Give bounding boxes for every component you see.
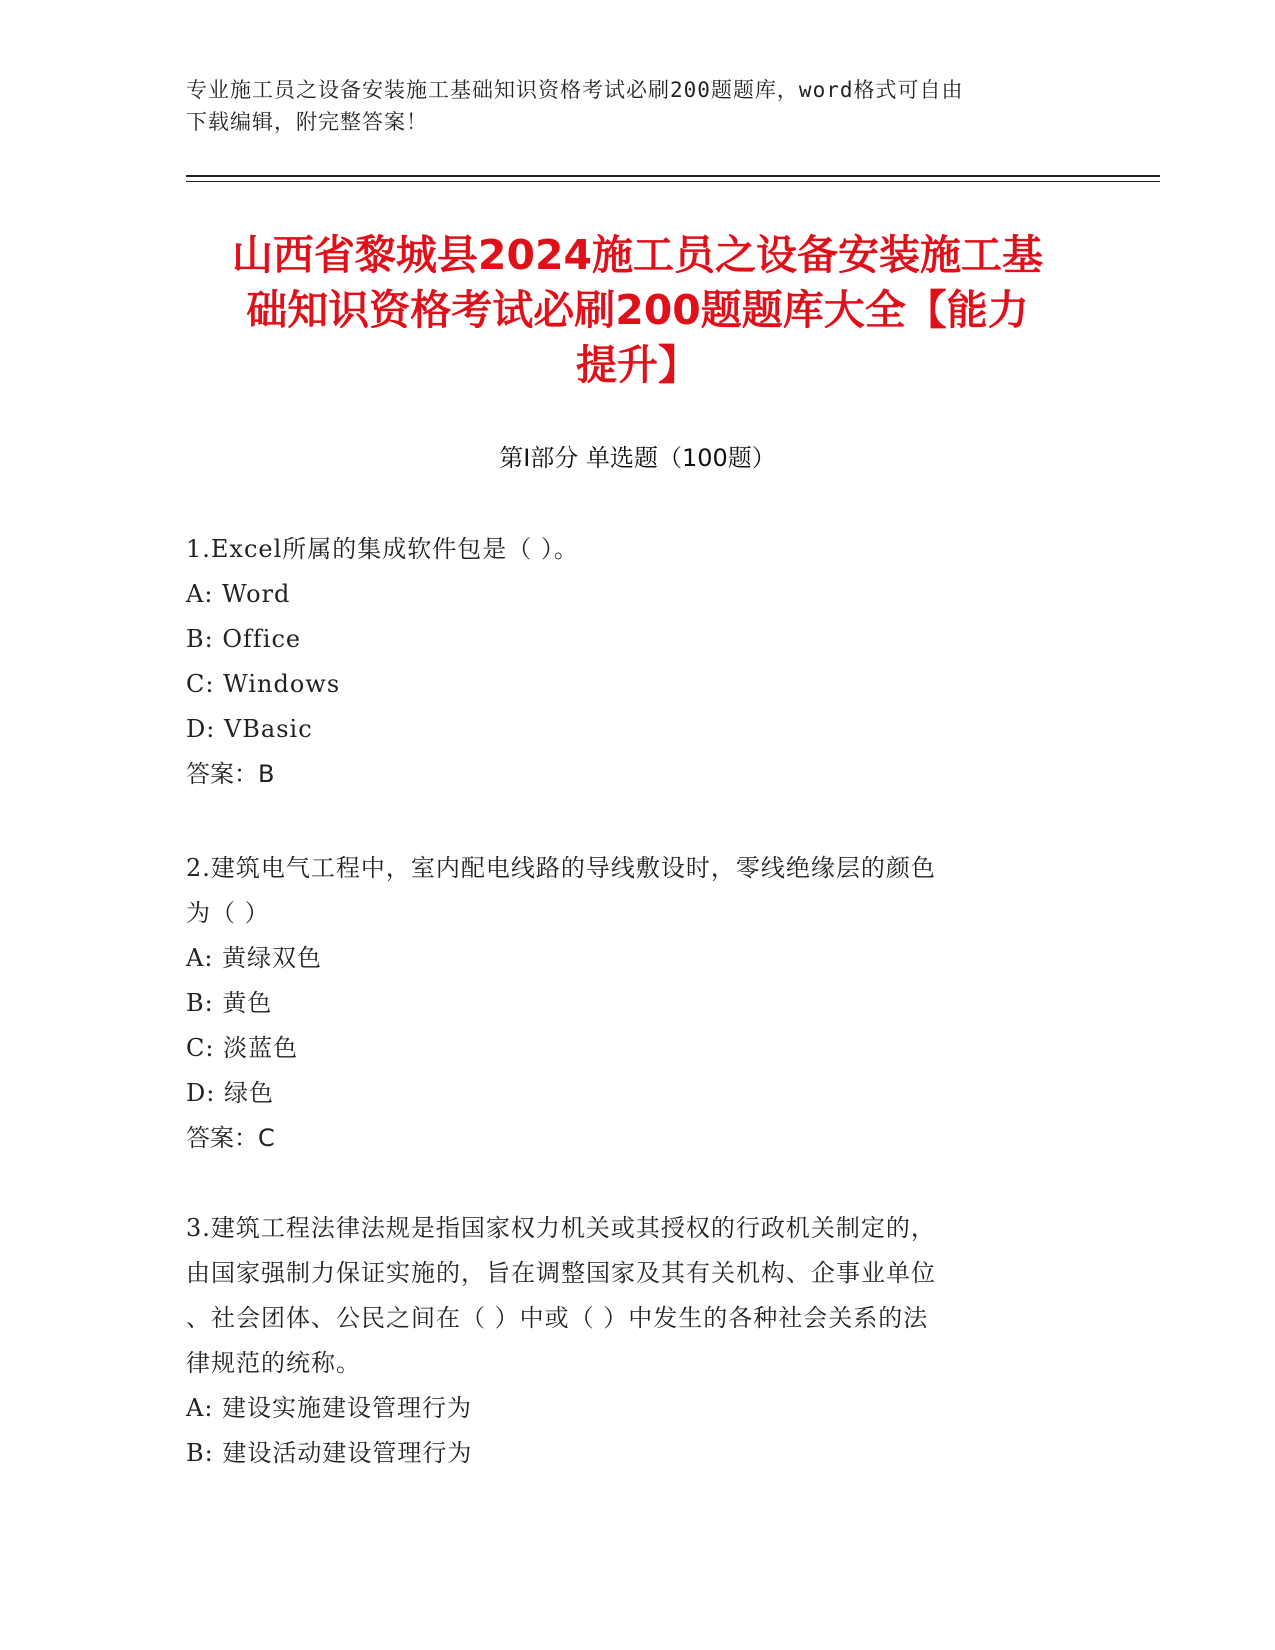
question-text-line: 1.Excel所属的集成软件包是（ ）。 (186, 535, 579, 563)
option-b: B: Office (186, 625, 302, 653)
header-note (186, 74, 1076, 138)
option-b: B: 建设活动建设管理行为 (186, 1439, 473, 1467)
question-text-line: 为（ ） (186, 899, 270, 927)
answer: 答案：C (186, 1124, 275, 1152)
question-3 (186, 1206, 1066, 1476)
question-2 (186, 846, 1066, 1161)
option-d: D: 绿色 (186, 1079, 274, 1107)
option-c: C: Windows (186, 670, 341, 698)
document-title (150, 228, 1125, 393)
question-text-line: 3.建筑工程法律法规是指国家权力机关或其授权的行政机关制定的， (186, 1214, 936, 1242)
option-c: C: 淡蓝色 (186, 1034, 299, 1062)
question-text-line: 、社会团体、公民之间在（ ）中或（ ）中发生的各种社会关系的法 (186, 1304, 929, 1332)
header-divider-thin (186, 181, 1160, 182)
option-d: D: VBasic (186, 715, 313, 743)
question-text-line: 由国家强制力保证实施的，旨在调整国家及其有关机构、企事业单位 (186, 1259, 936, 1287)
header-note-line-2: 下载编辑，附完整答案！ (186, 110, 428, 134)
document-title-line-3: 提升】 (576, 341, 699, 389)
question-text-line: 2.建筑电气工程中，室内配电线路的导线敷设时，零线绝缘层的颜色 (186, 854, 936, 882)
option-b: B: 黄色 (186, 989, 273, 1017)
section-title: 第I部分 单选题（100题） (499, 444, 776, 472)
header-divider-thick (186, 175, 1160, 177)
document-title-line-2: 础知识资格考试必刷200题题库大全【能力 (246, 286, 1029, 334)
question-1 (186, 527, 1066, 797)
document-title-line-1: 山西省黎城县2024施工员之设备安装施工基 (231, 231, 1044, 279)
header-note-line-1: 专业施工员之设备安装施工基础知识资格考试必刷200题题库，word格式可自由 (186, 78, 964, 102)
answer: 答案：B (186, 760, 275, 788)
option-a: A: Word (186, 580, 291, 608)
question-text-line: 律规范的统称。 (186, 1349, 361, 1377)
option-a: A: 建设实施建设管理行为 (186, 1394, 473, 1422)
option-a: A: 黄绿双色 (186, 944, 323, 972)
